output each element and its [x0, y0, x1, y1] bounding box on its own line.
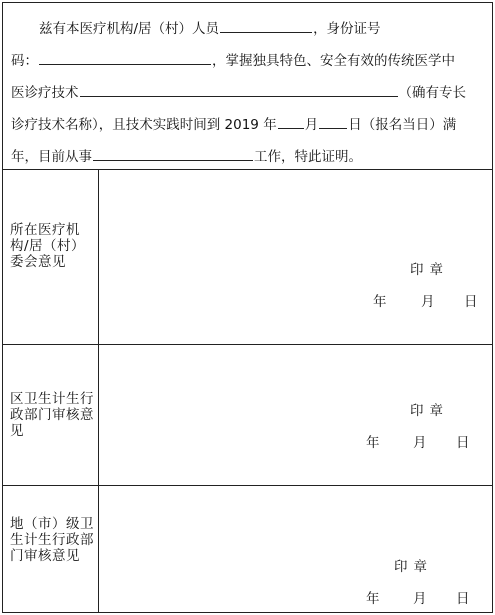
- intro-text: 医诊疗技术: [11, 85, 79, 101]
- month-blank[interactable]: [278, 113, 304, 129]
- seal-label: 印章: [410, 262, 449, 278]
- intro-text: 日（报名当日）满: [348, 117, 457, 133]
- intro-line-3: [11, 81, 484, 103]
- date-month-label: 月: [413, 435, 427, 451]
- date-month-label: 月: [421, 294, 435, 310]
- intro-text: 年，目前从事: [11, 149, 92, 165]
- date-day-label: 日: [456, 591, 470, 607]
- intro-text: ，身份证号: [313, 21, 381, 37]
- date-day-label: 日: [456, 435, 470, 451]
- section-label-cell: [3, 345, 99, 485]
- section-label: 地（市）级卫生计生行政部门审核意见: [10, 516, 94, 564]
- date-year-label: 年: [366, 435, 380, 451]
- intro-text: 兹有本医疗机构/居（村）人员: [39, 21, 220, 37]
- person-name-blank[interactable]: [220, 17, 312, 33]
- seal-label: 印章: [410, 403, 449, 419]
- date-month-label: 月: [413, 591, 427, 607]
- intro-line-2: [11, 49, 484, 71]
- intro-paragraph: [3, 3, 492, 170]
- date-day-label: 日: [464, 294, 478, 310]
- intro-text: 月: [304, 117, 319, 133]
- section-institution-opinion: [3, 170, 492, 345]
- id-number-blank[interactable]: [39, 49, 211, 65]
- technique-blank[interactable]: [80, 81, 398, 97]
- date-year-label: 年: [373, 294, 387, 310]
- intro-text: 工作，特此证明。: [254, 149, 362, 165]
- current-work-blank[interactable]: [93, 145, 253, 161]
- intro-line-4: [11, 113, 484, 135]
- section-district-review: [3, 345, 492, 486]
- section-label-cell: [3, 170, 99, 344]
- intro-text: 诊疗技术名称），且技术实践时间到 2019 年: [11, 117, 277, 133]
- intro-line-1: [11, 17, 484, 39]
- date-year-label: 年: [366, 591, 380, 607]
- section-label: 区卫生计生行政部门审核意见: [10, 391, 94, 439]
- section-label: 所在医疗机构/居（村）委会意见: [10, 222, 86, 270]
- intro-line-5: [11, 145, 484, 167]
- intro-text: ，掌握独具特色、安全有效的传统医学中: [212, 53, 455, 69]
- day-blank[interactable]: [319, 113, 347, 129]
- section-city-review: [3, 486, 492, 612]
- intro-text: 码：: [11, 53, 38, 69]
- section-label-cell: [3, 486, 99, 612]
- intro-text: （确有专长: [398, 85, 466, 101]
- seal-label: 印章: [394, 559, 433, 575]
- certificate-form: [2, 2, 493, 613]
